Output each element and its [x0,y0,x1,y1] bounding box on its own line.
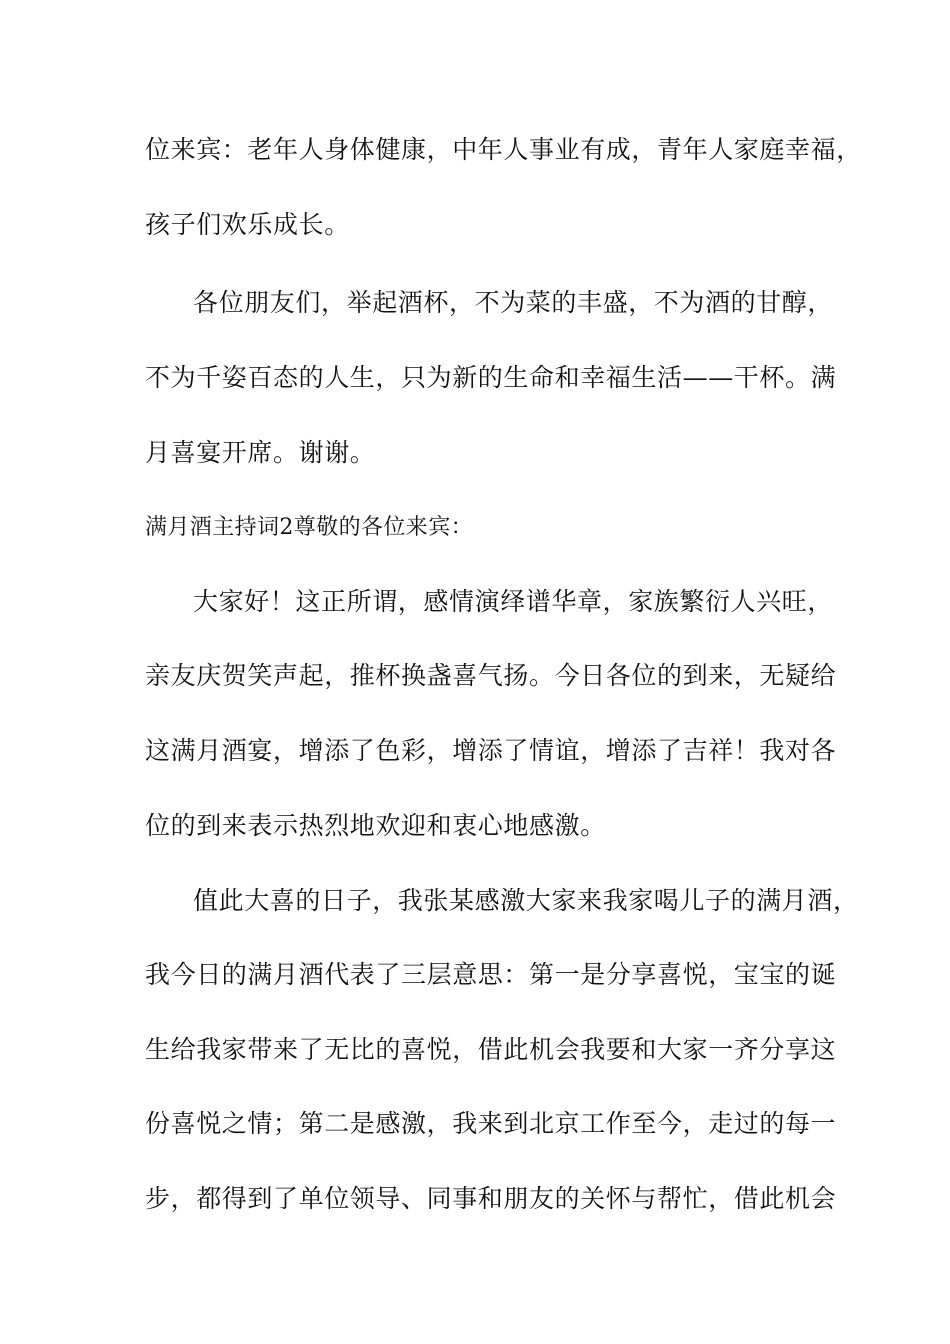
text-line: 我今日的满月酒代表了三层意思：第一是分享喜悦，宝宝的诞 [145,960,837,989]
text-line: 位来宾：老年人身体健康，中年人事业有成，青年人家庭幸福， [145,135,862,164]
paragraph-start-line: 各位朋友们，举起酒杯，不为菜的丰盛，不为酒的甘醇， [193,288,834,317]
text-line: 这满月酒宴，增添了色彩，增添了情谊，增添了吉祥！我对各 [145,736,837,765]
text-line: 生给我家带来了无比的喜悦，借此机会我要和大家一齐分享这 [145,1035,837,1064]
text-line: 不为千姿百态的人生，只为新的生命和幸福生活——干杯。满 [145,363,837,392]
text-line: 份喜悦之情；第二是感激，我来到北京工作至今，走过的每一 [145,1109,837,1138]
text-line: 亲友庆贺笑声起，推杯换盏喜气扬。今日各位的到来，无疑给 [145,661,837,690]
paragraph-start-line: 值此大喜的日子，我张某感激大家来我家喝儿子的满月酒， [193,886,859,915]
text-line: 月喜宴开席。谢谢。 [145,438,376,467]
text-line: 步，都得到了单位领导、同事和朋友的关怀与帮忙，借此机会 [145,1184,837,1213]
text-line: 孩子们欢乐成长。 [145,210,350,239]
section-heading: 满月酒主持词2尊敬的各位来宾： [145,515,473,540]
text-line: 位的到来表示热烈地欢迎和衷心地感激。 [145,811,606,840]
paragraph-start-line: 大家好！这正所谓，感情演绎谱华章，家族繁衍人兴旺， [193,587,834,616]
